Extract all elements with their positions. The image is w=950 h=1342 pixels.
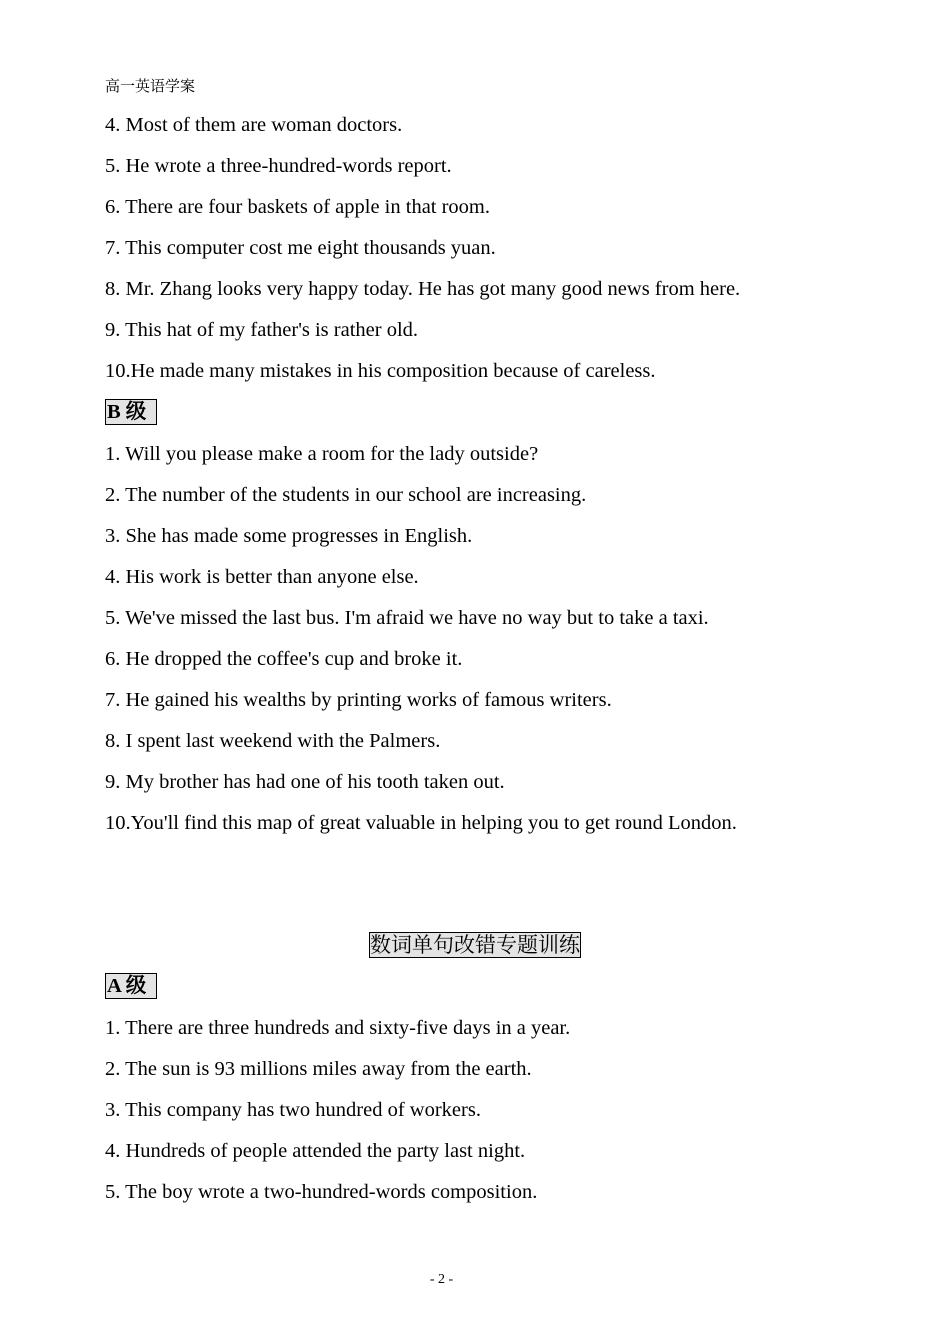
exercise-item: 7. He gained his wealths by printing works of famous writers.	[105, 689, 612, 711]
exercise-item: 9. This hat of my father's is rather old.	[105, 319, 419, 341]
exercise-item: 1. There are three hundreds and sixty-five days in a year.	[105, 1017, 571, 1039]
page-number: - 2 -	[429, 1272, 454, 1287]
exercise-item: 4. Hundreds of people attended the party last night.	[105, 1140, 526, 1162]
level-b-label: B 级	[105, 399, 157, 425]
exercise-item: 9. My brother has had one of his tooth taken out.	[105, 771, 505, 793]
page-header: 高一英语学案	[105, 79, 196, 95]
exercise-item: 5. The boy wrote a two-hundred-words composition.	[105, 1181, 538, 1203]
exercise-item: 7. This computer cost me eight thousands yuan.	[105, 237, 496, 259]
exercise-item: 8. I spent last weekend with the Palmers.	[105, 730, 441, 752]
section-title	[0, 931, 950, 959]
exercise-item: 10.He made many mistakes in his composition because of careless.	[105, 360, 656, 382]
exercise-item: 5. He wrote a three-hundred-words report.	[105, 155, 452, 177]
section-title-text: 数词单句改错专题训练	[370, 933, 580, 957]
level-a-label: A 级	[105, 973, 157, 999]
exercise-item: 6. There are four baskets of apple in that room.	[105, 196, 491, 218]
exercise-item: 4. His work is better than anyone else.	[105, 566, 419, 588]
exercise-item: 3. She has made some progresses in English.	[105, 525, 473, 547]
exercise-item: 1. Will you please make a room for the lady outside?	[105, 443, 539, 465]
exercise-item: 10.You'll find this map of great valuable in helping you to get round London.	[105, 812, 737, 834]
exercise-item: 5. We've missed the last bus. I'm afraid we have no way but to take a taxi.	[105, 607, 709, 629]
exercise-item: 2. The sun is 93 millions miles away from the earth.	[105, 1058, 532, 1080]
exercise-item: 8. Mr. Zhang looks very happy today. He has got many good news from here.	[105, 278, 741, 300]
exercise-item: 4. Most of them are woman doctors.	[105, 114, 403, 136]
exercise-item: 2. The number of the students in our school are increasing.	[105, 484, 587, 506]
exercise-item: 3. This company has two hundred of workers.	[105, 1099, 481, 1121]
exercise-item: 6. He dropped the coffee's cup and broke it.	[105, 648, 463, 670]
